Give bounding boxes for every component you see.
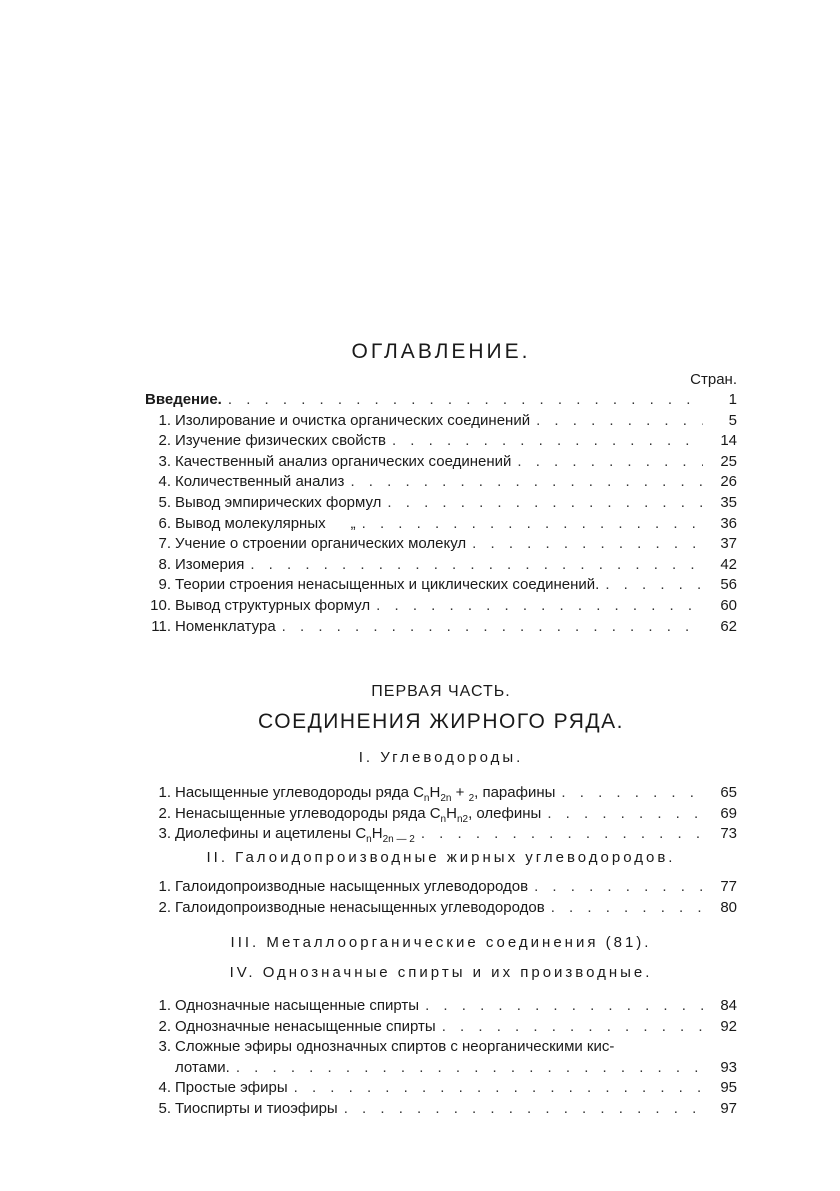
formula-text: Насыщенные углеводороды ряда C bbox=[175, 784, 424, 802]
toc-entry-page: 84 bbox=[720, 997, 737, 1015]
toc-entry-num: 3. bbox=[158, 452, 171, 470]
formula-subscript: n bbox=[440, 813, 447, 825]
section-heading: IV. Однозначные спирты и их производные. bbox=[229, 964, 653, 982]
toc-entry-num: 5. bbox=[158, 1100, 171, 1118]
toc-entry-page: 5 bbox=[728, 411, 737, 429]
toc-entry bbox=[145, 898, 737, 919]
toc-entry-page: 95 bbox=[720, 1079, 737, 1097]
formula-subscript: 2n bbox=[440, 793, 452, 805]
formula-text: + bbox=[451, 784, 469, 802]
toc-entry bbox=[145, 1037, 737, 1058]
toc-entry-num: 1. bbox=[158, 411, 171, 429]
formula-subscript: 2 bbox=[468, 793, 475, 805]
toc-entry bbox=[145, 996, 737, 1017]
formula-subscript: n2 bbox=[456, 813, 469, 825]
toc-entry-page: 65 bbox=[720, 784, 737, 802]
toc-entry-text: Однозначные ненасыщенные спирты bbox=[175, 1017, 436, 1035]
toc-entry-text: Тиоспирты и тиоэфиры bbox=[175, 1100, 338, 1118]
toc-entry-num: 3. bbox=[158, 825, 171, 843]
leader-dots bbox=[534, 877, 703, 898]
toc-entry-page: 97 bbox=[720, 1100, 737, 1118]
toc-entry-text: лотами. bbox=[175, 1058, 230, 1076]
toc-entry-text: Галоидопроизводные насыщенных углеводородов bbox=[175, 877, 529, 895]
toc-entry-page: 69 bbox=[720, 804, 737, 822]
toc-entry-text: Галоидопроизводные ненасыщенных углеводородов bbox=[175, 898, 545, 916]
toc-entry-num: 4. bbox=[158, 473, 171, 491]
toc-entry bbox=[145, 555, 737, 576]
toc-entry-text: Учение о строении органических молекул bbox=[175, 535, 467, 553]
page-title: ОГЛАВЛЕНИЕ. bbox=[351, 340, 531, 363]
toc-entry-page: 25 bbox=[720, 452, 737, 470]
toc-entry bbox=[145, 1099, 737, 1120]
toc-entry bbox=[145, 575, 737, 596]
leader-dots bbox=[421, 824, 703, 845]
leader-dots bbox=[472, 534, 703, 555]
toc-entry-text: Количественный анализ bbox=[175, 473, 345, 491]
toc-entry-page: 62 bbox=[720, 617, 737, 635]
toc-entry-text: Теории строения ненасыщенных и циклических соединений. bbox=[175, 576, 600, 594]
toc-entry-num: 7. bbox=[158, 535, 171, 553]
leader-dots bbox=[536, 411, 703, 432]
toc-entry-text: Однозначные насыщенные спирты bbox=[175, 997, 420, 1015]
toc-entry bbox=[145, 534, 737, 555]
toc-entry-text: Вывод молекулярных „ bbox=[175, 514, 356, 532]
toc-entry bbox=[145, 452, 737, 473]
toc-entry-page: 80 bbox=[720, 898, 737, 916]
leader-dots bbox=[547, 804, 703, 825]
leader-dots bbox=[425, 996, 703, 1017]
leader-dots bbox=[517, 452, 703, 473]
leader-dots bbox=[392, 431, 703, 452]
toc-entry-page: 37 bbox=[720, 535, 737, 553]
toc-entry bbox=[145, 783, 737, 804]
toc-entry bbox=[145, 431, 737, 452]
toc-entry-num: 2. bbox=[158, 432, 171, 450]
part-label: ПЕРВАЯ ЧАСТЬ. bbox=[371, 683, 511, 701]
toc-entry bbox=[145, 804, 737, 825]
toc-entry-page: 1 bbox=[728, 391, 737, 408]
toc-entry-num: 6. bbox=[158, 514, 171, 532]
toc-entry-page: 26 bbox=[720, 473, 737, 491]
toc-entry-num: 5. bbox=[158, 493, 171, 511]
toc-entry-page: 42 bbox=[720, 555, 737, 573]
page-column-header: Стран. bbox=[690, 371, 737, 388]
toc-entry-page: 14 bbox=[720, 432, 737, 450]
toc-entry-text: Введение. bbox=[145, 391, 222, 408]
formula-text: Ненасыщенные углеводороды ряда C bbox=[175, 804, 441, 822]
toc-entry-continuation bbox=[145, 1058, 737, 1079]
toc-entry-page: 36 bbox=[720, 514, 737, 532]
toc-entry bbox=[145, 1078, 737, 1099]
toc-entry-num: 11. bbox=[151, 617, 171, 635]
toc-entry-num: 1. bbox=[158, 784, 171, 802]
toc-entry-num: 4. bbox=[158, 1079, 171, 1097]
toc-entry-text: Вывод структурных формул bbox=[175, 596, 371, 614]
toc-entry-num: 3. bbox=[158, 1038, 171, 1056]
formula-text: Диолефины и ацетилены C bbox=[175, 825, 367, 843]
section-heading: III. Металлоорганические соединения (81). bbox=[230, 934, 652, 952]
toc-entry-num: 1. bbox=[158, 877, 171, 895]
leader-dots bbox=[350, 472, 703, 493]
leader-dots bbox=[344, 1099, 703, 1120]
leader-dots bbox=[605, 575, 703, 596]
toc-entry-text: Изучение физических свойств bbox=[175, 432, 386, 450]
leader-dots bbox=[362, 514, 703, 535]
toc-entry-num: 2. bbox=[158, 898, 171, 916]
toc-entry-page: 93 bbox=[720, 1058, 737, 1076]
toc-entry-text bbox=[175, 824, 415, 847]
leader-dots bbox=[250, 555, 703, 576]
formula-text: , олефины bbox=[468, 804, 542, 822]
toc-entry-num: 2. bbox=[158, 1017, 171, 1035]
toc-entry-intro bbox=[145, 390, 737, 411]
toc-entry-page: 35 bbox=[720, 493, 737, 511]
formula-subscript: n bbox=[423, 793, 430, 805]
toc-entry-page: 56 bbox=[720, 576, 737, 594]
toc-entry-text: Номенклатура bbox=[175, 617, 276, 635]
toc-entry-page: 92 bbox=[720, 1017, 737, 1035]
leader-dots bbox=[387, 493, 703, 514]
formula-text: , парафины bbox=[474, 784, 556, 802]
toc-entry bbox=[145, 472, 737, 493]
toc-entry-text bbox=[175, 804, 541, 827]
toc-entry-num: 10. bbox=[150, 596, 171, 614]
toc-entry bbox=[145, 514, 737, 535]
toc-entry-num: 1. bbox=[158, 997, 171, 1015]
toc-entry-page: 77 bbox=[720, 877, 737, 895]
leader-dots bbox=[376, 596, 703, 617]
toc-entry-page: 73 bbox=[720, 825, 737, 843]
formula-text: H bbox=[446, 804, 457, 822]
toc-entry-num: 2. bbox=[158, 804, 171, 822]
toc-entry bbox=[145, 824, 737, 845]
toc-entry-text: Вывод эмпирических формул bbox=[175, 493, 382, 511]
leader-dots bbox=[228, 390, 703, 411]
part-title: СОЕДИНЕНИЯ ЖИРНОГО РЯДА. bbox=[258, 710, 624, 734]
leader-dots bbox=[236, 1058, 703, 1079]
leader-dots bbox=[561, 783, 703, 804]
toc-entry-text: Изолирование и очистка органических соединений bbox=[175, 411, 531, 429]
toc-entry-text: Сложные эфиры однозначных спиртов с неорганическими кис- bbox=[175, 1038, 615, 1056]
leader-dots bbox=[551, 898, 703, 919]
formula-text: H bbox=[371, 825, 383, 843]
toc-entry bbox=[145, 493, 737, 514]
toc-entry bbox=[145, 1017, 737, 1038]
toc-entry-text: Простые эфиры bbox=[175, 1079, 288, 1097]
leader-dots bbox=[294, 1078, 703, 1099]
toc-entry bbox=[145, 877, 737, 898]
section-heading: II. Галоидопроизводные жирных углеводородов. bbox=[206, 848, 676, 866]
formula-subscript: n bbox=[366, 834, 372, 846]
toc-entry-num: 8. bbox=[158, 555, 171, 573]
leader-dots bbox=[282, 617, 703, 638]
formula-subscript: 2n — 2 bbox=[382, 834, 415, 846]
formula-text: H bbox=[429, 784, 441, 802]
leader-dots bbox=[442, 1017, 703, 1038]
toc-entry bbox=[145, 411, 737, 432]
toc-entry bbox=[145, 617, 737, 638]
table-of-contents bbox=[145, 338, 737, 1120]
toc-entry-text: Изомерия bbox=[175, 555, 245, 573]
toc-entry-text: Качественный анализ органических соединений bbox=[175, 452, 512, 470]
toc-entry-page: 60 bbox=[720, 596, 737, 614]
toc-entry-num: 9. bbox=[158, 576, 171, 594]
toc-entry bbox=[145, 596, 737, 617]
toc-entry-text bbox=[175, 783, 555, 806]
section-heading: I. Углеводороды. bbox=[358, 749, 524, 767]
